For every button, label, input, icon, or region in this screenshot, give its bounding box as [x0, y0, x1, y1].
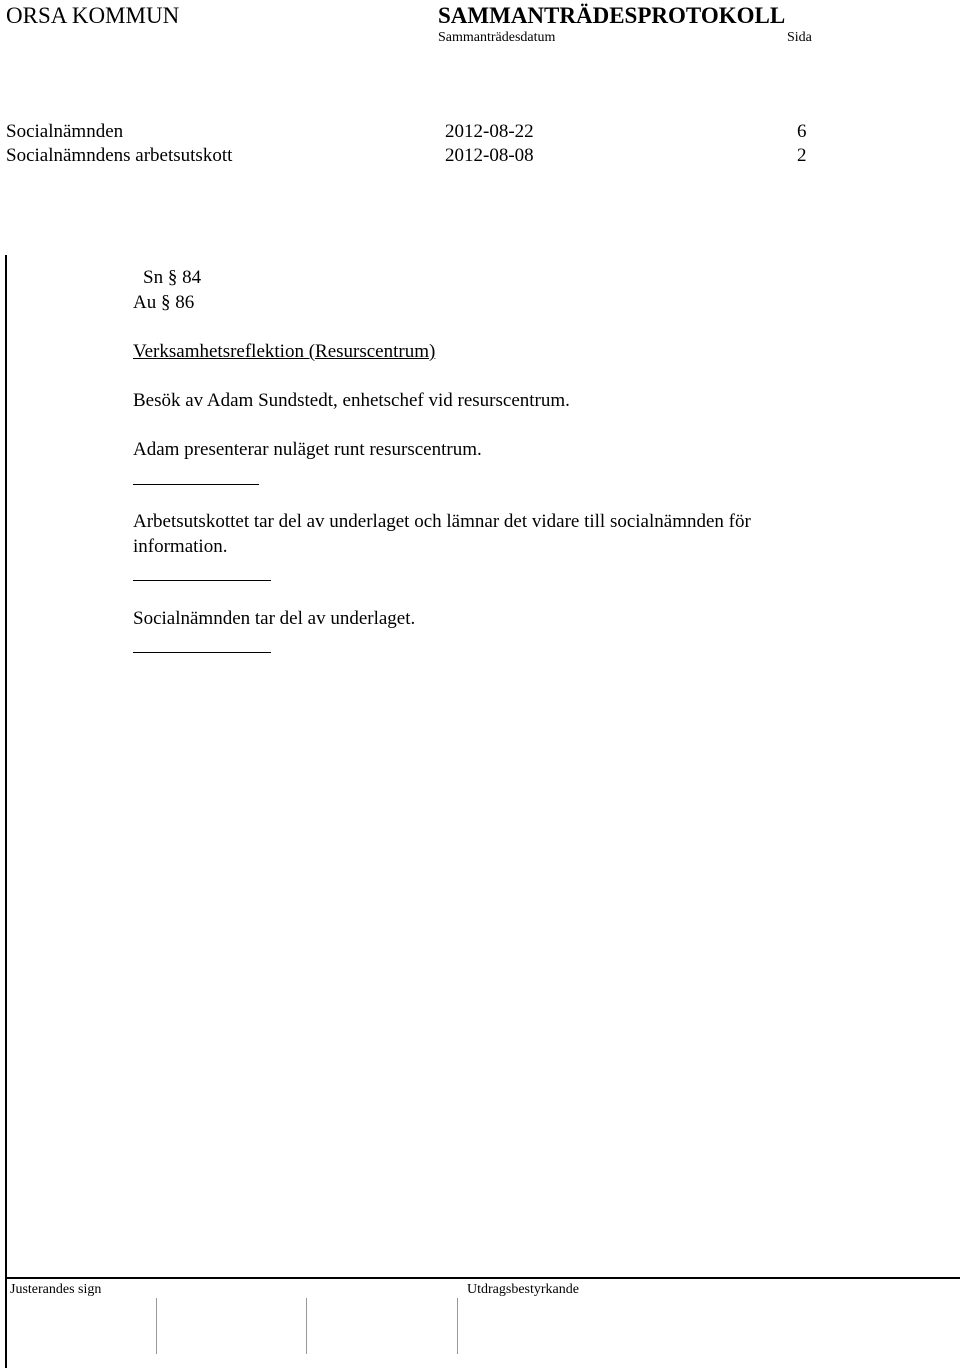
document-title: SAMMANTRÄDESPROTOKOLL	[438, 3, 786, 28]
organization-name: ORSA KOMMUN	[6, 3, 180, 28]
meeting-date: 2012-08-22	[445, 121, 534, 142]
separator-line	[133, 652, 271, 653]
page-frame-left	[5, 255, 7, 1368]
meeting-date-label: Sammanträdesdatum	[438, 30, 556, 45]
meeting-date: 2012-08-08	[445, 145, 534, 166]
meeting-body-name: Socialnämndens arbetsutskott	[6, 145, 233, 166]
extract-certification-label: Utdragsbestyrkande	[467, 1282, 579, 1297]
signature-box-divider	[306, 1298, 307, 1354]
separator-line	[133, 484, 259, 485]
au-paragraph-number: Au § 86	[133, 292, 195, 313]
meeting-page-number: 6	[797, 121, 807, 142]
signature-box-divider	[156, 1298, 157, 1354]
separator-line	[133, 580, 271, 581]
au-decision-text: information.	[133, 536, 228, 557]
body-text: Adam presenterar nuläget runt resurscentrum.	[133, 439, 482, 460]
section-heading: Verksamhetsreflektion (Resurscentrum)	[133, 341, 436, 362]
au-decision-text: Arbetsutskottet tar del av underlaget och lämnar det vidare till socialnämnden för	[133, 511, 751, 532]
signature-label: Justerandes sign	[10, 1282, 102, 1297]
page-label: Sida	[787, 30, 812, 45]
footer-divider	[5, 1277, 960, 1279]
body-text: Besök av Adam Sundstedt, enhetschef vid resurscentrum.	[133, 390, 570, 411]
meeting-body-name: Socialnämnden	[6, 121, 124, 142]
sn-paragraph-number: Sn § 84	[143, 267, 202, 288]
signature-box-divider	[457, 1298, 458, 1354]
meeting-page-number: 2	[797, 145, 807, 166]
sn-decision-text: Socialnämnden tar del av underlaget.	[133, 608, 416, 629]
